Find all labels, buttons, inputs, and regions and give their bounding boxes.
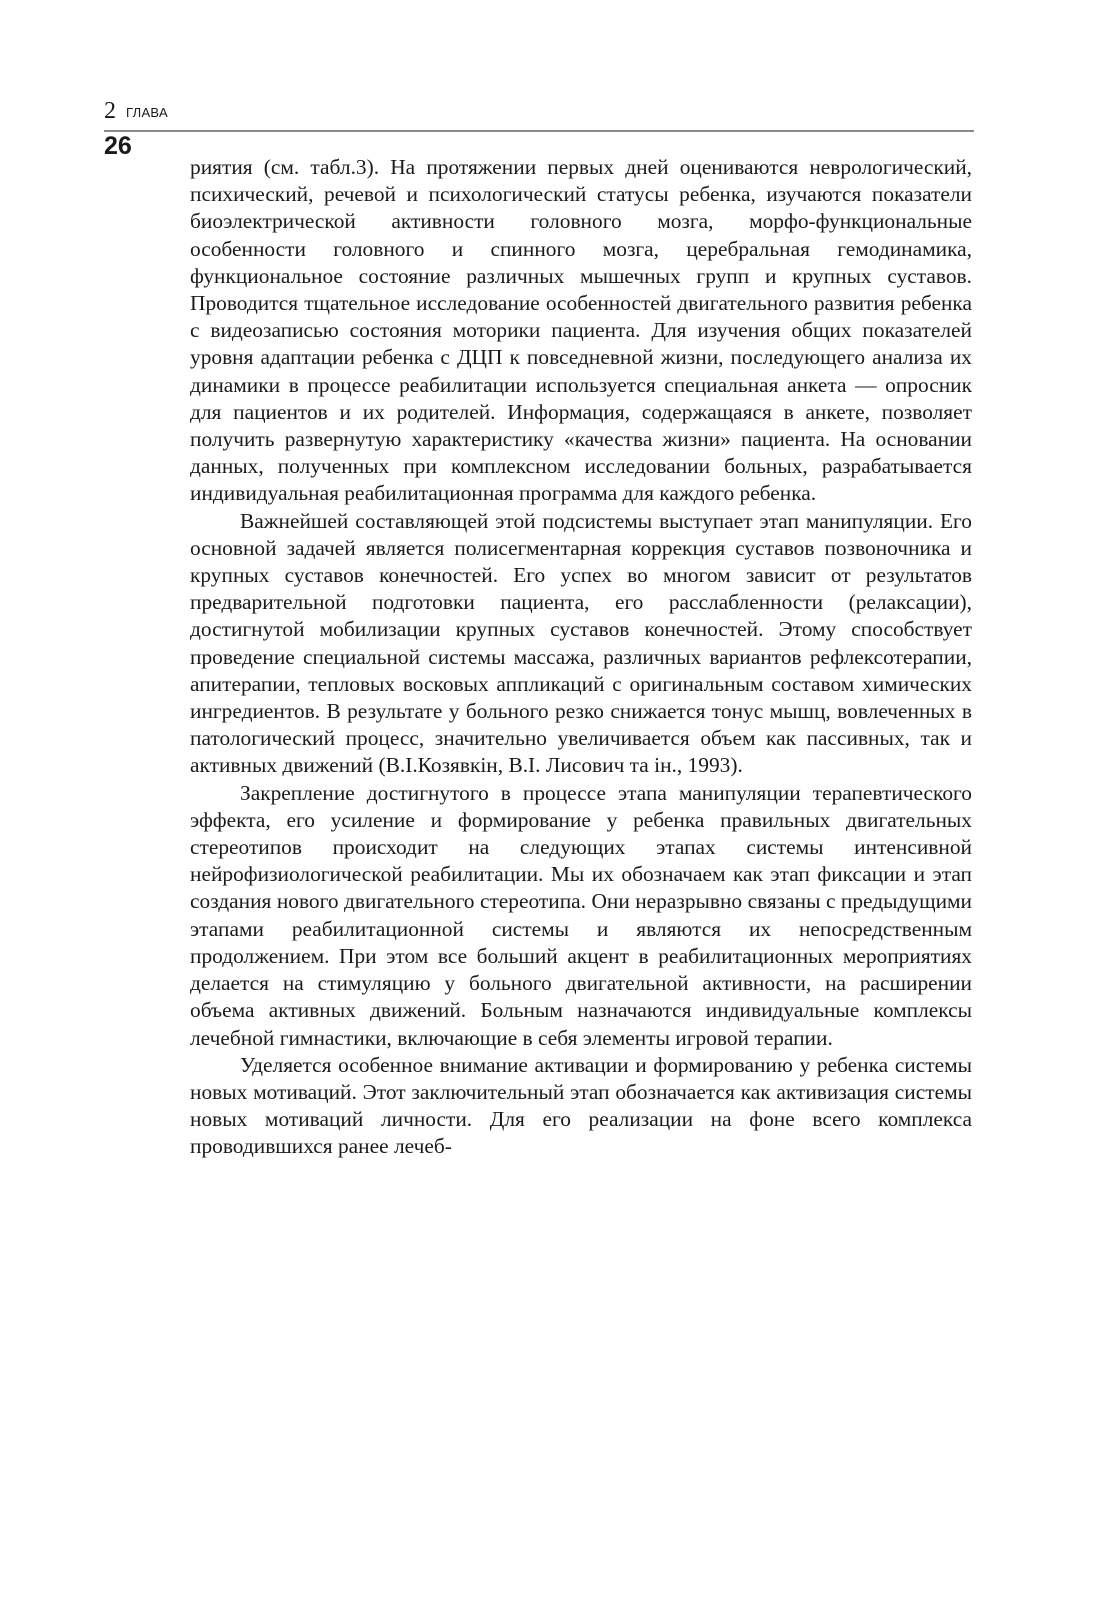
paragraph: Уделяется особенное внимание активации и формированию у ребенка системы новых мотиваций. Этот заключительный этап обозначается как активизация системы новых мотиваций личности. Для его реализации на фоне всего комплекса проводившихся ранее лечеб- (190, 1052, 972, 1159)
page-number: 26 (104, 132, 132, 160)
chapter-number: 2 (104, 98, 116, 124)
chapter-label: ГЛАВА (126, 105, 168, 120)
paragraph: Закрепление достигнутого в процессе этапа манипуляции терапевтического эффекта, его усиление и формирование у ребенка правильных двигательных стереотипов происходит на следующих этапах системы интенсивной нейрофизиологической реабилитации. Мы их обозначаем как этап фиксации и этап создания нового двигательного стереотипа. Они неразрывно связаны с предыдущими этапами реабилитационной системы и являются их непосредственным продолжением. При этом все больший акцент в реабилитационных мероприятиях делается на стимуляцию у больного двигательной активности, на расширении объема активных движений. Больным назначаются индивидуальные комплексы лечебной гимнастики, включающие в себя элементы игровой терапии. (190, 780, 972, 1050)
running-header (104, 96, 974, 132)
paragraph: Важнейшей составляющей этой подсистемы выступает этап манипуляции. Его основной задачей является полисегментарная коррекция суставов позвоночника и крупных суставов конечностей. Его успех во многом зависит от результатов предварительной подготовки пациента, его расслабленности (релаксации), достигнутой мобилизации крупных суставов конечностей. Этому способствует проведение специальной системы массажа, различных вариантов рефлексотерапии, апитерапии, тепловых восковых аппликаций с оригинальным составом химических ингредиентов. В результате у больного резко снижается тонус мышц, вовлеченных в патологический процесс, значительно увеличивается объем как пассивных, так и активных движений (В.І.Козявкін, В.І. Лисович та ін., 1993). (190, 508, 972, 778)
body-text (190, 154, 972, 1161)
paragraph: риятия (см. табл.3). На протяжении первых дней оцениваются неврологический, психический, речевой и психологический статусы ребенка, изучаются показатели биоэлектрической активности головного мозга, морфо-функциональные особенности головного и спинного мозга, церебральная гемодинамика, функциональное состояние различных мышечных групп и крупных суставов. Проводится тщательное исследование особенностей двигательного развития ребенка с видеозаписью состояния моторики пациента. Для изучения общих показателей уровня адаптации ребенка с ДЦП к повседневной жизни, последующего анализа их динамики в процессе реабилитации используется специальная анкета — опросник для пациентов и их родителей. Информация, содержащаяся в анкете, позволяет получить развернутую характеристику «качества жизни» пациента. На основании данных, полученных при комплексном исследовании больных, разрабатывается индивидуальная реабилитационная программа для каждого ребенка. (190, 155, 972, 506)
